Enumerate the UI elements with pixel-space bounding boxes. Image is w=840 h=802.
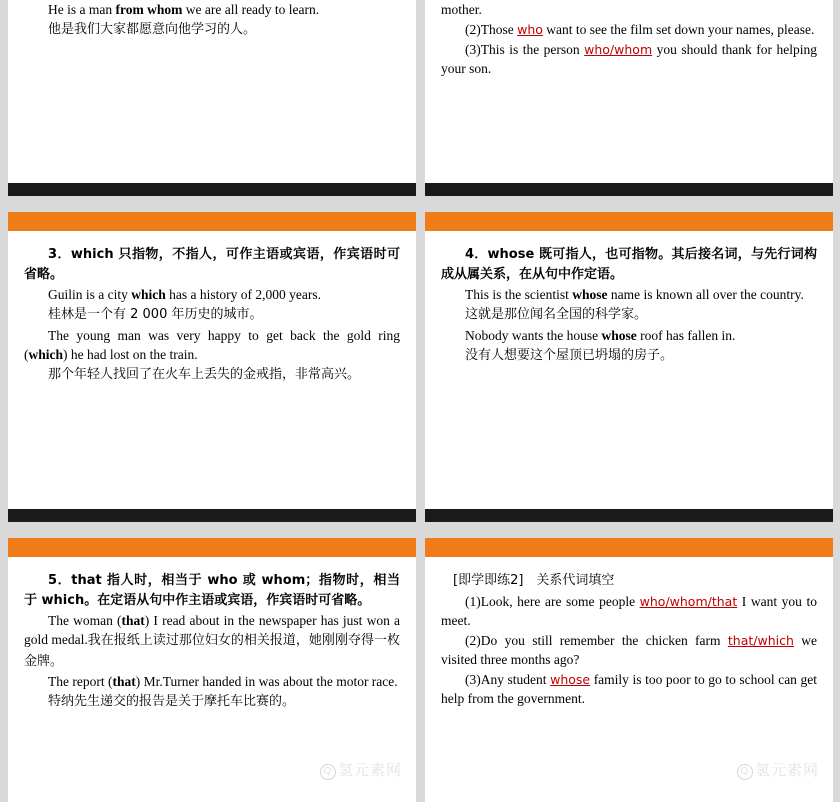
slide-panel-bottom-left	[8, 538, 416, 802]
answer-blank: that/which	[727, 632, 794, 648]
panel-content	[425, 231, 833, 366]
text-line-cn: 特纳先生递交的报告是关于摩托车比赛的。	[48, 694, 296, 710]
panel-content	[425, 0, 833, 80]
text-line: mother.	[441, 2, 482, 17]
watermark	[737, 759, 819, 780]
text-line-cn: 他是我们大家都愿意向他学习的人。	[48, 22, 257, 38]
slide-panel-top-right	[425, 0, 833, 196]
text-line: The report (that) Mr.Turner handed in was about the motor race.	[48, 674, 398, 690]
section-heading: 5．that 指人时，相当于 who 或 whom；指物时，相当于 which。在定语从句中作主语或宾语，作宾语时可省略。	[24, 573, 400, 608]
watermark-text: 氢元素网	[754, 761, 819, 779]
text-line-cn: 桂林是一个有 2 000 年历史的城市。	[48, 307, 263, 323]
answer-blank: whose	[550, 672, 591, 688]
panel-accent-bar	[8, 212, 416, 231]
answer-blank: who/whom	[584, 42, 653, 58]
section-heading: 4．whose 既可指人，也可指物。其后接名词，与先行词构成从属关系，在从句中作定语。	[441, 247, 817, 282]
panel-content	[425, 557, 833, 709]
watermark-mark: Q	[737, 764, 753, 780]
slide-panel-bottom-right	[425, 538, 833, 802]
text-line: Nobody wants the house whose roof has fallen in.	[465, 327, 736, 343]
text-line: The woman (that) I read about in the newspaper has just won a gold medal.我在报纸上读过那位妇女的相关报道，她刚刚夺得一枚金牌。	[24, 613, 400, 669]
answer-blank: who/whom/that	[639, 593, 738, 609]
watermark-mark: Q	[320, 764, 336, 780]
watermark	[320, 759, 402, 780]
slide-panel-top-left	[8, 0, 416, 196]
text-line: He is a man from whom we are all ready to learn.	[48, 2, 320, 17]
answer-blank: who	[517, 22, 543, 38]
panel-bottom-bar	[425, 183, 833, 196]
panel-bottom-bar	[8, 183, 416, 196]
text-line-cn: 没有人想要这个屋顶已坍塌的房子。	[465, 347, 674, 363]
text-line-cn: 那个年轻人找回了在火车上丢失的金戒指，非常高兴。	[48, 366, 361, 382]
panel-bottom-bar	[8, 509, 416, 522]
watermark-text: 氢元素网	[337, 761, 402, 779]
exercise-title: [即学即练2] 关系代词填空	[453, 573, 615, 588]
text-line-cn: 这就是那位闻名全国的科学家。	[465, 307, 648, 323]
panel-accent-bar	[425, 212, 833, 231]
panel-accent-bar	[8, 538, 416, 557]
text-line: (3)Any student whose family is too poor to go to school can get help from the government.	[441, 672, 817, 707]
slide-panel-mid-right	[425, 212, 833, 522]
panel-content	[8, 0, 416, 41]
panel-accent-bar	[425, 538, 833, 557]
panel-content	[8, 231, 416, 385]
text-line: (2)Do you still remember the chicken farm that/which we visited three months ago?	[441, 632, 817, 667]
text-line: (1)Look, here are some people who/whom/that I want you to meet.	[441, 593, 817, 628]
text-line: (3)This is the person who/whom you should thank for helping your son.	[441, 42, 817, 77]
text-line: (2)Those who want to see the film set down your names, please.	[465, 22, 815, 38]
text-line: This is the scientist whose name is known all over the country.	[465, 287, 804, 302]
slide-panel-mid-left	[8, 212, 416, 522]
panel-content	[8, 557, 416, 713]
panel-bottom-bar	[425, 509, 833, 522]
text-line: The young man was very happy to get back the gold ring (which) he had lost on the train.	[24, 327, 400, 362]
text-line: Guilin is a city which has a history of 2,000 years.	[48, 287, 321, 302]
section-heading: 3．which 只指物，不指人，可作主语或宾语，作宾语时可省略。	[24, 247, 400, 282]
